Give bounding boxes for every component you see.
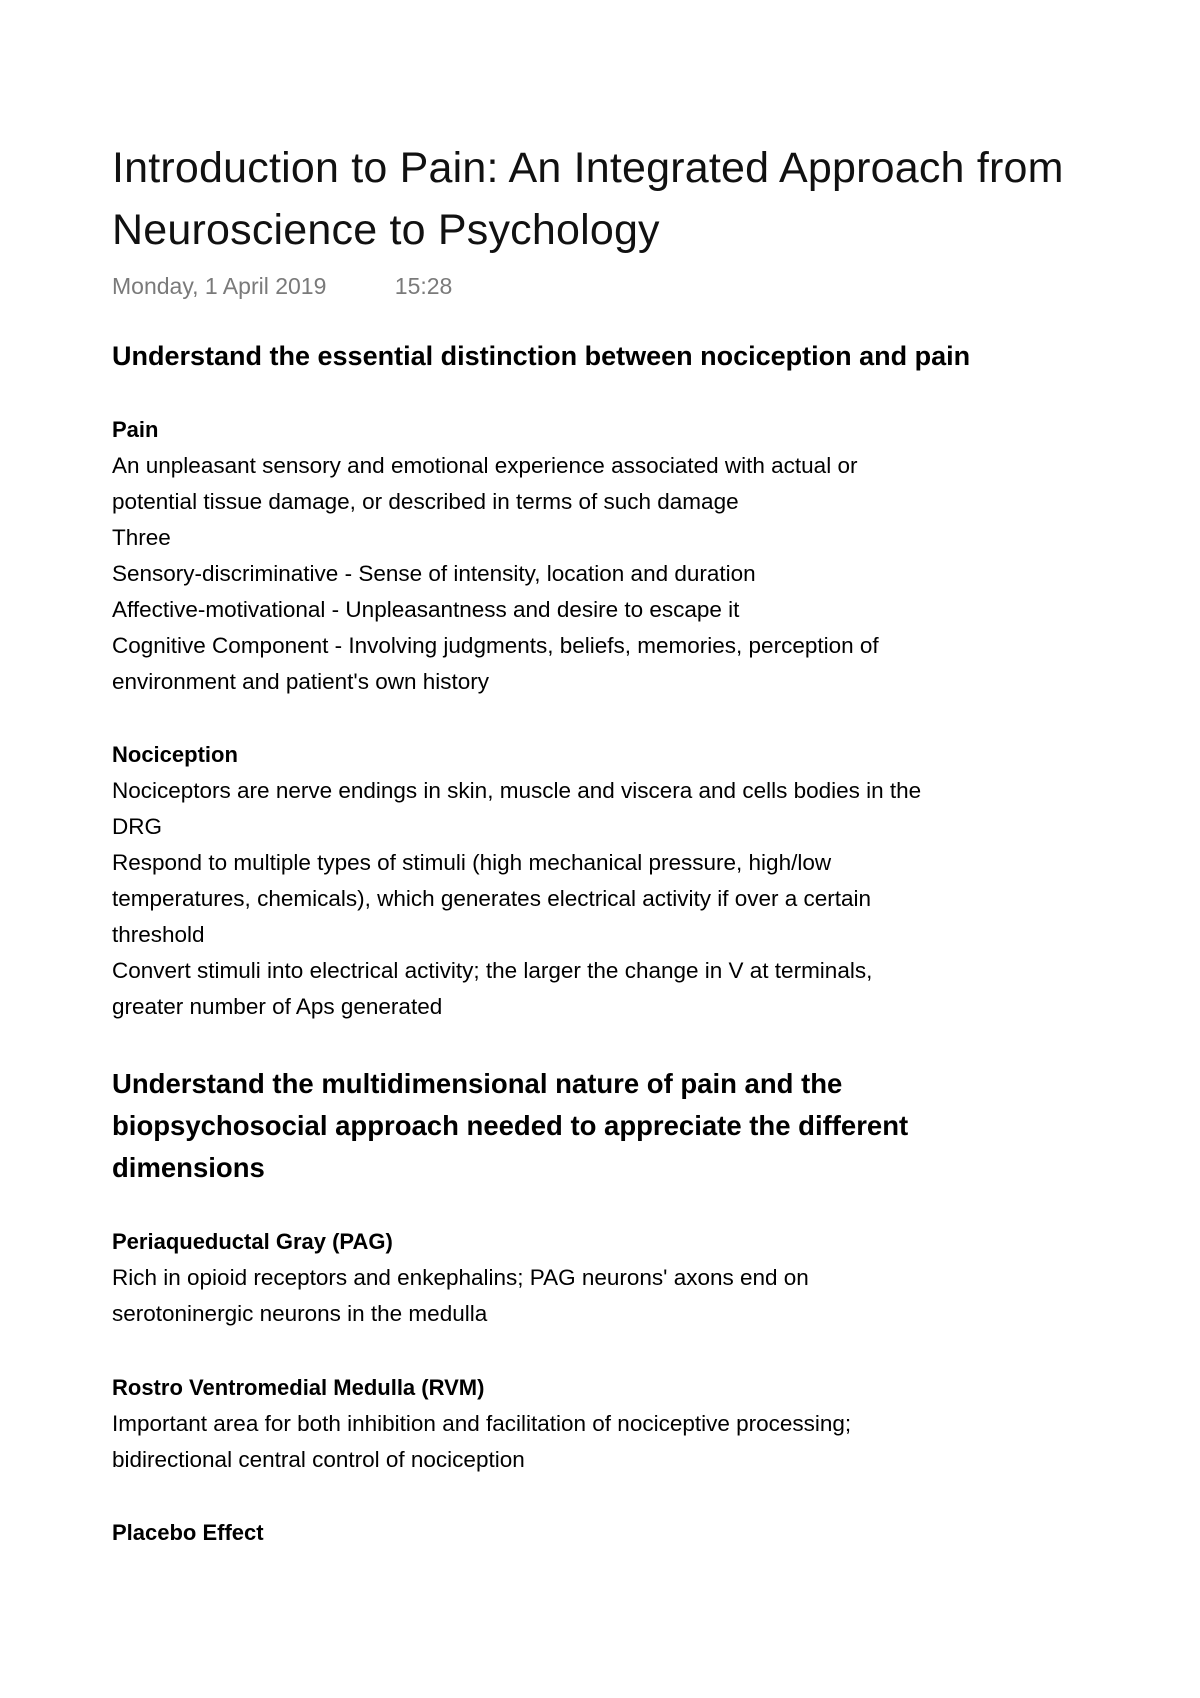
- nociception-paragraph: [112, 773, 1112, 1025]
- text-line: temperatures, chemicals), which generates electrical activity if over a certain: [112, 886, 872, 911]
- text-line: Respond to multiple types of stimuli (high mechanical pressure, high/low: [112, 850, 832, 875]
- rvm-paragraph: [112, 1406, 1112, 1478]
- pag-heading: Periaqueductal Gray (PAG): [112, 1229, 393, 1254]
- pain-paragraph: [112, 448, 1112, 700]
- text-line: DRG: [112, 814, 162, 839]
- placebo-heading: Placebo Effect: [112, 1520, 264, 1545]
- section-heading-multidimensional: [112, 1063, 908, 1189]
- note-date: Monday, 1 April 2019: [112, 273, 327, 299]
- rvm-heading: Rostro Ventromedial Medulla (RVM): [112, 1375, 485, 1400]
- text-line: Nociceptors are nerve endings in skin, muscle and viscera and cells bodies in the: [112, 778, 922, 803]
- text-line: serotoninergic neurons in the medulla: [112, 1301, 488, 1326]
- note-timestamp: [112, 273, 452, 300]
- title-line: Neuroscience to Psychology: [112, 206, 660, 254]
- page-title: [112, 137, 1200, 261]
- section-heading-distinction: Understand the essential distinction between nociception and pain: [112, 341, 971, 371]
- text-line: greater number of Aps generated: [112, 994, 443, 1019]
- text-line: environment and patient's own history: [112, 669, 490, 694]
- text-line: bidirectional central control of nociception: [112, 1447, 525, 1472]
- text-line: Three: [112, 525, 171, 550]
- text-line: Important area for both inhibition and facilitation of nociceptive processing;: [112, 1411, 852, 1436]
- text-line: Affective-motivational - Unpleasantness and desire to escape it: [112, 597, 740, 622]
- pag-paragraph: [112, 1260, 1112, 1332]
- text-line: Sensory-discriminative - Sense of intensity, location and duration: [112, 561, 756, 586]
- pain-heading: Pain: [112, 417, 159, 442]
- heading-line: dimensions: [112, 1152, 265, 1183]
- text-line: potential tissue damage, or described in terms of such damage: [112, 489, 739, 514]
- note-time: 15:28: [394, 273, 453, 299]
- nociception-heading: Nociception: [112, 742, 238, 767]
- heading-line: Understand the multidimensional nature of pain and the: [112, 1068, 843, 1099]
- heading-line: biopsychosocial approach needed to appreciate the different: [112, 1110, 909, 1141]
- text-line: Convert stimuli into electrical activity; the larger the change in V at terminals,: [112, 958, 873, 983]
- text-line: Cognitive Component - Involving judgments, beliefs, memories, perception of: [112, 633, 879, 658]
- text-line: An unpleasant sensory and emotional experience associated with actual or: [112, 453, 858, 478]
- text-line: Rich in opioid receptors and enkephalins; PAG neurons' axons end on: [112, 1265, 809, 1290]
- text-line: threshold: [112, 922, 205, 947]
- title-line: Introduction to Pain: An Integrated Approach from: [112, 144, 1064, 192]
